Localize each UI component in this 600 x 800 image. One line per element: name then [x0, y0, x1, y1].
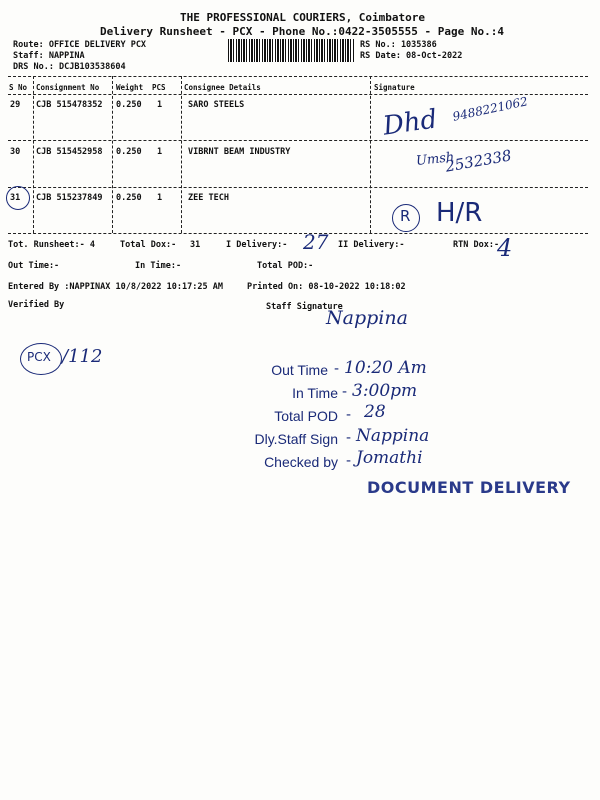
- printed-on: Printed On: 08-10-2022 10:18:02: [247, 282, 406, 292]
- table-cell-weight: 0.250: [116, 100, 142, 110]
- handwritten-phone: 9488221062: [451, 94, 529, 124]
- table-cell-sno: 30: [10, 147, 21, 157]
- stamp-dash: -: [334, 361, 340, 377]
- entered-by: Entered By :NAPPINAX 10/8/2022 10:17:25 AM: [8, 282, 223, 292]
- verified-by: Verified By: [8, 300, 65, 310]
- circled-r-letter: R: [400, 207, 411, 225]
- table-cell-pcs: 1: [157, 193, 163, 203]
- ii-delivery-label: II Delivery:-: [338, 240, 405, 250]
- handwritten-signature-mark: Umsh: [415, 150, 456, 169]
- col-header-sno: S No: [9, 83, 28, 92]
- rtn-dox-label: RTN Dox:-: [453, 240, 500, 250]
- staff-label: Staff: NAPPINA: [13, 51, 85, 61]
- stamp-dash: -: [342, 384, 348, 400]
- stamp-label: Dly.Staff Sign: [254, 431, 338, 447]
- table-cell-sno: 31: [10, 193, 21, 203]
- table-cell-consignee: SARO STEELS: [188, 100, 245, 110]
- col-rule: [370, 76, 371, 233]
- table-cell-weight: 0.250: [116, 193, 142, 203]
- col-header-consignment: Consignment No: [36, 83, 100, 92]
- i-delivery-value: 27: [303, 230, 329, 254]
- stamp-dash: -: [346, 453, 352, 469]
- rs-number: RS No.: 1035386: [360, 40, 437, 50]
- i-delivery-label: I Delivery:-: [226, 240, 288, 250]
- table-cell-consignment: CJB 515452958: [36, 147, 103, 157]
- drs-number: DRS No.: DCJB103538604: [13, 62, 126, 72]
- col-rule: [181, 76, 182, 233]
- stamp-label: Out Time: [271, 362, 328, 378]
- table-cell-consignment: CJB 515478352: [36, 100, 103, 110]
- stamp-value: Jomathi: [356, 448, 423, 468]
- route-label: Route: OFFICE DELIVERY PCX: [13, 40, 147, 50]
- stamp-value: Nappina: [356, 426, 430, 446]
- staff-signature-label: Staff Signature: [266, 302, 343, 312]
- stamp-label: Total POD: [274, 408, 338, 424]
- table-cell-consignee: ZEE TECH: [188, 193, 229, 203]
- table-top-rule: [8, 76, 588, 77]
- table-cell-pcs: 1: [157, 147, 163, 157]
- stamp-dash: -: [346, 430, 352, 446]
- staff-signature-hand: Nappina: [326, 307, 408, 329]
- handwritten-status: H/R: [436, 198, 483, 228]
- rs-date: RS Date: 08-Oct-2022: [360, 51, 463, 61]
- stamp-value: 3:00pm: [352, 381, 418, 401]
- table-cell-weight: 0.250: [116, 147, 142, 157]
- total-pod-label: Total POD:-: [257, 261, 314, 271]
- col-header-pcs: PCS: [152, 83, 166, 92]
- document-delivery-stamp: DOCUMENT DELIVERY: [367, 478, 571, 497]
- barcode: [228, 39, 354, 62]
- table-header-rule: [8, 94, 588, 95]
- handwritten-phone: 2532338: [443, 146, 513, 176]
- stamp-value: 10:20 Am: [344, 358, 427, 378]
- col-header-consignee: Consignee Details: [184, 83, 261, 92]
- stamp-dash: -: [346, 407, 352, 423]
- tot-runsheet: Tot. Runsheet:- 4: [8, 240, 95, 250]
- col-rule: [33, 76, 34, 233]
- table-cell-sno: 29: [10, 100, 21, 110]
- stamp-label: In Time: [292, 385, 338, 401]
- stamp-label: Checked by: [264, 454, 338, 470]
- row-rule: [8, 140, 588, 141]
- pcx-note: /112: [62, 346, 103, 367]
- table-cell-pcs: 1: [157, 100, 163, 110]
- table-cell-consignee: VIBRNT BEAM INDUSTRY: [188, 147, 291, 157]
- handwritten-signature-mark: Dhd: [381, 104, 440, 142]
- company-title: THE PROFESSIONAL COURIERS, Coimbatore: [180, 11, 426, 24]
- row-rule: [8, 187, 588, 188]
- col-rule: [112, 76, 113, 233]
- total-dox-value: 31: [190, 240, 201, 250]
- in-time-label: In Time:-: [135, 261, 182, 271]
- stamp-value: 28: [364, 402, 386, 422]
- col-header-signature: Signature: [374, 83, 415, 92]
- table-cell-consignment: CJB 515237849: [36, 193, 103, 203]
- total-dox-label: Total Dox:-: [120, 240, 177, 250]
- col-header-weight: Weight: [116, 83, 144, 92]
- pcx-mark: PCX: [27, 350, 51, 364]
- runsheet-title: Delivery Runsheet - PCX - Phone No.:0422-3505555 - Page No.:4: [100, 25, 504, 38]
- rtn-dox-value: 4: [497, 234, 513, 262]
- out-time-label: Out Time:-: [8, 261, 60, 271]
